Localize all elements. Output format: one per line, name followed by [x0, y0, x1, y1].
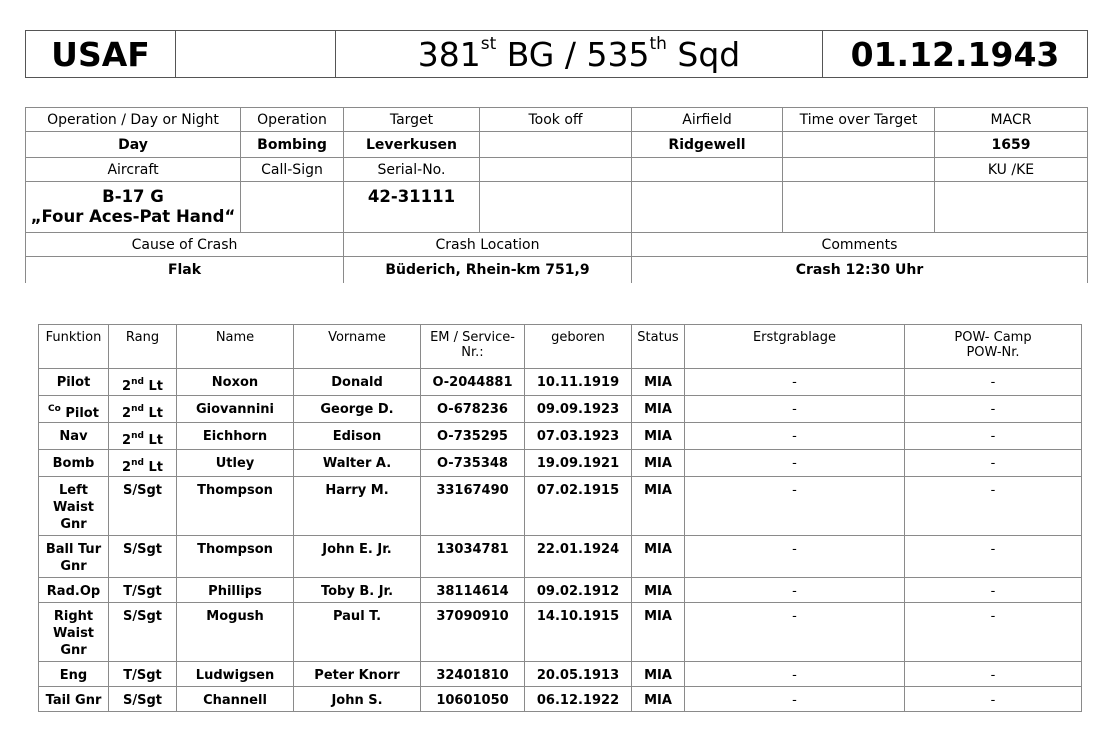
empty-cell [632, 182, 783, 233]
table-row [39, 687, 1082, 712]
crew-service-nr: 33167490 [421, 477, 525, 536]
squad-number: 535 [586, 35, 650, 74]
empty-cell [480, 158, 632, 182]
crew-function [39, 603, 109, 662]
cause-label: Cause of Crash [26, 233, 344, 257]
table-row [39, 369, 1082, 396]
time-over-target-value [783, 132, 935, 158]
function-line: Gnr [60, 643, 87, 658]
rank-base: 2 [122, 433, 132, 448]
crew-grave: - [685, 603, 905, 662]
target-value: Leverkusen [344, 132, 480, 158]
function-line: Waist [52, 626, 95, 641]
took-off-label: Took off [480, 108, 632, 132]
crew-grave: - [685, 536, 905, 578]
crew-pow: - [905, 423, 1082, 450]
unit-label [336, 31, 823, 78]
crew-first-name: John S. [294, 687, 421, 712]
crew-service-nr: 32401810 [421, 662, 525, 687]
macr-label: MACR [935, 108, 1088, 132]
rank-suffix: Lt [143, 379, 163, 394]
crew-grave: - [685, 396, 905, 423]
function-line: Gnr [60, 517, 87, 532]
col-vorname: Vorname [294, 325, 421, 369]
rank-ordinal: nd [131, 431, 144, 441]
crew-name: Phillips [177, 578, 294, 603]
crew-rank: T/Sgt [109, 662, 177, 687]
crew-rank [109, 450, 177, 477]
crew-born: 10.11.1919 [525, 369, 632, 396]
crew-rank: S/Sgt [109, 477, 177, 536]
crew-service-nr: O-735348 [421, 450, 525, 477]
call-sign-value [241, 182, 344, 233]
serial-no-value: 42-31111 [344, 182, 480, 233]
crew-pow: - [905, 536, 1082, 578]
rank-base: 2 [122, 460, 132, 475]
crew-pow: - [905, 687, 1082, 712]
table-row [39, 662, 1082, 687]
function-line: Waist [52, 500, 95, 515]
crew-first-name: Harry M. [294, 477, 421, 536]
col-pow-line2: POW-Nr. [966, 345, 1020, 360]
crew-status: MIA [632, 450, 685, 477]
rank-ordinal: nd [131, 404, 144, 414]
col-pow-line1: POW- Camp [954, 330, 1032, 345]
crew-first-name: Walter A. [294, 450, 421, 477]
crew-pow: - [905, 662, 1082, 687]
function-prefix: Co [48, 404, 61, 414]
crew-rank [109, 369, 177, 396]
aircraft-label: Aircraft [26, 158, 241, 182]
crew-status: MIA [632, 578, 685, 603]
took-off-value [480, 132, 632, 158]
macr-value: 1659 [935, 132, 1088, 158]
table-row [39, 603, 1082, 662]
crew-function [39, 396, 109, 423]
rank-suffix: Lt [143, 406, 163, 421]
col-pow [905, 325, 1082, 369]
crew-rank: S/Sgt [109, 536, 177, 578]
comments-value: Crash 12:30 Uhr [632, 257, 1088, 283]
crew-born: 09.09.1923 [525, 396, 632, 423]
crew-function [39, 477, 109, 536]
crew-rank: T/Sgt [109, 578, 177, 603]
crew-name: Mogush [177, 603, 294, 662]
crew-name: Giovannini [177, 396, 294, 423]
squad-label: Sqd [666, 35, 741, 74]
location-value: Büderich, Rhein-km 751,9 [344, 257, 632, 283]
crew-service-nr: 10601050 [421, 687, 525, 712]
crew-born: 19.09.1921 [525, 450, 632, 477]
crew-status: MIA [632, 603, 685, 662]
crew-service-nr: 38114614 [421, 578, 525, 603]
header-empty-cell [176, 31, 336, 78]
rank-base: 2 [122, 406, 132, 421]
cause-value: Flak [26, 257, 344, 283]
crew-grave: - [685, 450, 905, 477]
crew-service-nr: O-2044881 [421, 369, 525, 396]
crew-function: Tail Gnr [39, 687, 109, 712]
crew-service-nr: O-678236 [421, 396, 525, 423]
table-row [39, 450, 1082, 477]
airfield-value: Ridgewell [632, 132, 783, 158]
operation-time-value: Day [26, 132, 241, 158]
crew-status: MIA [632, 396, 685, 423]
group-label: BG / [496, 35, 587, 74]
crew-function: Nav [39, 423, 109, 450]
crew-grave: - [685, 578, 905, 603]
crew-function: Bomb [39, 450, 109, 477]
crew-name: Eichhorn [177, 423, 294, 450]
rank-ordinal: nd [131, 458, 144, 468]
rank-suffix: Lt [143, 460, 163, 475]
crew-rank [109, 423, 177, 450]
crew-status: MIA [632, 536, 685, 578]
crew-pow: - [905, 477, 1082, 536]
crew-born: 07.02.1915 [525, 477, 632, 536]
col-rang: Rang [109, 325, 177, 369]
crew-born: 14.10.1915 [525, 603, 632, 662]
crew-name: Thompson [177, 536, 294, 578]
crew-grave: - [685, 369, 905, 396]
crew-function: Pilot [39, 369, 109, 396]
crew-name: Thompson [177, 477, 294, 536]
function-line: Ball Tur [45, 542, 102, 557]
crew-name: Noxon [177, 369, 294, 396]
crew-first-name: Peter Knorr [294, 662, 421, 687]
header-table [25, 30, 1088, 78]
table-row [39, 423, 1082, 450]
crew-born: 07.03.1923 [525, 423, 632, 450]
crew-function: Eng [39, 662, 109, 687]
crew-function [39, 536, 109, 578]
squadron-code-label: KU /KE [935, 158, 1088, 182]
crew-grave: - [685, 423, 905, 450]
crew-service-nr: 13034781 [421, 536, 525, 578]
group-ordinal: st [480, 34, 497, 54]
country-label: USAF [26, 31, 176, 78]
crew-status: MIA [632, 662, 685, 687]
col-erstgrablage: Erstgrablage [685, 325, 905, 369]
call-sign-label: Call-Sign [241, 158, 344, 182]
crew-born: 06.12.1922 [525, 687, 632, 712]
empty-cell [783, 182, 935, 233]
col-name: Name [177, 325, 294, 369]
crew-rank: S/Sgt [109, 687, 177, 712]
function-line: Left [59, 483, 88, 498]
crew-function: Rad.Op [39, 578, 109, 603]
airfield-label: Airfield [632, 108, 783, 132]
squad-ordinal: th [649, 34, 667, 54]
crew-name: Ludwigsen [177, 662, 294, 687]
crew-born: 20.05.1913 [525, 662, 632, 687]
serial-no-label: Serial-No. [344, 158, 480, 182]
col-service-nr-line1: EM / Service- [430, 330, 515, 345]
crew-status: MIA [632, 687, 685, 712]
crew-status: MIA [632, 423, 685, 450]
function-line: Gnr [60, 559, 87, 574]
operation-label: Operation [241, 108, 344, 132]
crew-service-nr: O-735295 [421, 423, 525, 450]
location-label: Crash Location [344, 233, 632, 257]
crew-name: Utley [177, 450, 294, 477]
date-label: 01.12.1943 [823, 31, 1088, 78]
crew-first-name: Donald [294, 369, 421, 396]
crew-born: 22.01.1924 [525, 536, 632, 578]
time-over-target-label: Time over Target [783, 108, 935, 132]
crew-name: Channell [177, 687, 294, 712]
empty-cell [935, 182, 1088, 233]
function-text: Pilot [60, 406, 99, 421]
group-number: 381 [417, 35, 481, 74]
empty-cell [480, 182, 632, 233]
crew-grave: - [685, 687, 905, 712]
table-row [39, 578, 1082, 603]
aircraft-name: „Four Aces-Pat Hand“ [30, 207, 236, 226]
col-funktion: Funktion [39, 325, 109, 369]
crew-grave: - [685, 662, 905, 687]
crew-born: 09.02.1912 [525, 578, 632, 603]
crew-first-name: Edison [294, 423, 421, 450]
table-row [39, 536, 1082, 578]
crew-rank: S/Sgt [109, 603, 177, 662]
table-row [39, 396, 1082, 423]
crew-pow: - [905, 578, 1082, 603]
crew-service-nr: 37090910 [421, 603, 525, 662]
comments-label: Comments [632, 233, 1088, 257]
rank-suffix: Lt [143, 433, 163, 448]
target-label: Target [344, 108, 480, 132]
crew-pow: - [905, 396, 1082, 423]
crew-table [38, 324, 1082, 712]
operation-value: Bombing [241, 132, 344, 158]
mission-table [25, 107, 1088, 283]
function-line: Right [53, 609, 94, 624]
crew-first-name: George D. [294, 396, 421, 423]
aircraft-type: B-17 G [102, 187, 164, 206]
table-row [39, 477, 1082, 536]
crew-pow: - [905, 369, 1082, 396]
crew-status: MIA [632, 477, 685, 536]
empty-cell [632, 158, 783, 182]
empty-cell [783, 158, 935, 182]
crew-first-name: John E. Jr. [294, 536, 421, 578]
crew-first-name: Toby B. Jr. [294, 578, 421, 603]
crew-pow: - [905, 450, 1082, 477]
col-status: Status [632, 325, 685, 369]
crew-status: MIA [632, 369, 685, 396]
col-service-nr-line2: Nr.: [461, 345, 484, 360]
rank-ordinal: nd [131, 377, 144, 387]
rank-base: 2 [122, 379, 132, 394]
col-geboren: geboren [525, 325, 632, 369]
crew-rank [109, 396, 177, 423]
col-service-nr [421, 325, 525, 369]
operation-time-label: Operation / Day or Night [26, 108, 241, 132]
crew-grave: - [685, 477, 905, 536]
crew-pow: - [905, 603, 1082, 662]
aircraft-value [26, 182, 241, 233]
crew-first-name: Paul T. [294, 603, 421, 662]
